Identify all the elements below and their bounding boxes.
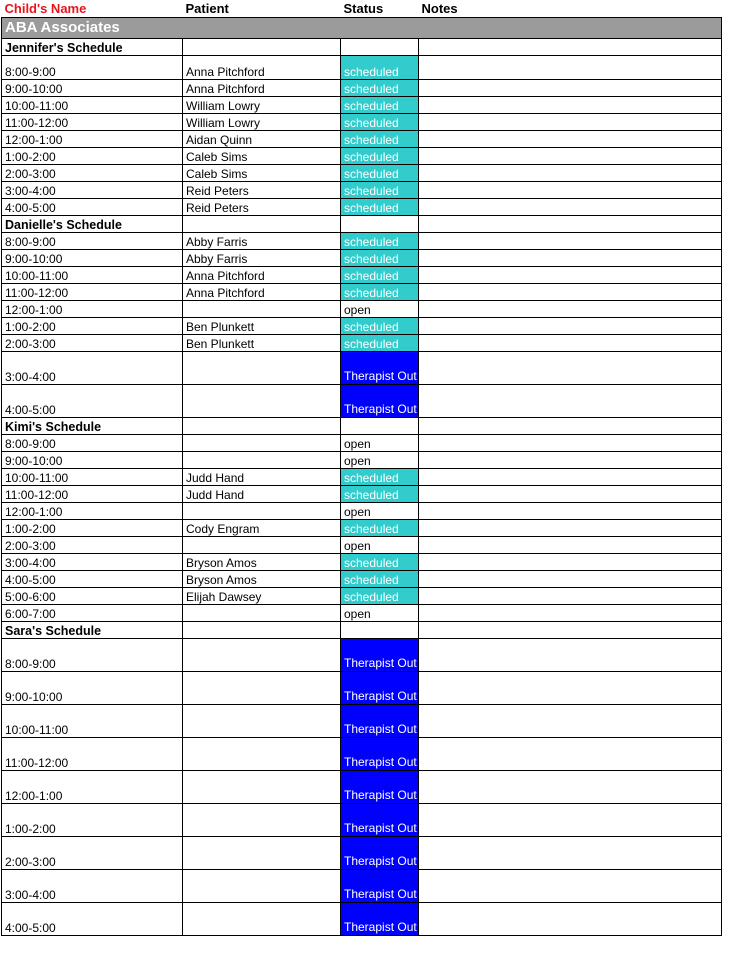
status-cell[interactable]: scheduled <box>341 182 419 199</box>
time-slot-cell[interactable]: 5:00-6:00 <box>2 588 183 605</box>
schedule-row <box>2 233 722 250</box>
status-cell[interactable]: scheduled <box>341 131 419 148</box>
time-slot-cell[interactable]: 10:00-11:00 <box>2 705 183 738</box>
schedule-row <box>2 452 722 469</box>
schedule-row <box>2 605 722 622</box>
section-header-row <box>2 216 722 233</box>
notes-cell[interactable] <box>419 903 722 936</box>
notes-cell[interactable] <box>419 56 722 80</box>
section-header-row <box>2 622 722 639</box>
patient-cell[interactable]: Bryson Amos <box>183 554 341 571</box>
status-cell[interactable]: scheduled <box>341 520 419 537</box>
section-header-row <box>2 418 722 435</box>
notes-cell[interactable] <box>419 284 722 301</box>
status-cell[interactable]: scheduled <box>341 199 419 216</box>
time-slot-cell[interactable]: 4:00-5:00 <box>2 385 183 418</box>
patient-cell[interactable]: William Lowry <box>183 114 341 131</box>
status-cell[interactable]: Therapist Out <box>341 672 419 705</box>
notes-cell[interactable] <box>419 114 722 131</box>
time-slot-cell[interactable]: 10:00-11:00 <box>2 469 183 486</box>
time-slot-cell[interactable]: 2:00-3:00 <box>2 165 183 182</box>
schedule-row <box>2 267 722 284</box>
notes-cell[interactable] <box>419 335 722 352</box>
time-slot-cell[interactable]: 12:00-1:00 <box>2 771 183 804</box>
spreadsheet <box>1 0 722 936</box>
notes-cell[interactable] <box>419 131 722 148</box>
time-slot-cell[interactable]: 9:00-10:00 <box>2 80 183 97</box>
notes-cell[interactable] <box>419 182 722 199</box>
notes-cell[interactable] <box>419 605 722 622</box>
time-slot-cell[interactable]: 8:00-9:00 <box>2 639 183 672</box>
status-cell[interactable]: scheduled <box>341 554 419 571</box>
time-slot-cell[interactable]: 4:00-5:00 <box>2 199 183 216</box>
status-cell[interactable]: scheduled <box>341 469 419 486</box>
notes-cell[interactable] <box>419 738 722 771</box>
patient-cell[interactable] <box>183 503 341 520</box>
status-cell[interactable]: scheduled <box>341 318 419 335</box>
status-cell[interactable]: scheduled <box>341 284 419 301</box>
time-slot-cell[interactable]: 6:00-7:00 <box>2 605 183 622</box>
schedule-row <box>2 199 722 216</box>
schedule-row <box>2 520 722 537</box>
section-notes-cell[interactable] <box>419 622 722 639</box>
notes-cell[interactable] <box>419 672 722 705</box>
status-cell[interactable]: scheduled <box>341 571 419 588</box>
time-slot-cell[interactable]: 12:00-1:00 <box>2 503 183 520</box>
time-slot-cell[interactable]: 11:00-12:00 <box>2 284 183 301</box>
time-slot-cell[interactable]: 9:00-10:00 <box>2 452 183 469</box>
status-cell[interactable]: open <box>341 301 419 318</box>
notes-cell[interactable] <box>419 435 722 452</box>
schedule-row <box>2 80 722 97</box>
section-notes-cell[interactable] <box>419 39 722 56</box>
patient-cell[interactable]: Anna Pitchford <box>183 284 341 301</box>
schedule-row <box>2 182 722 199</box>
patient-cell[interactable]: Anna Pitchford <box>183 56 341 80</box>
status-cell[interactable]: scheduled <box>341 148 419 165</box>
schedule-row <box>2 318 722 335</box>
schedule-row <box>2 114 722 131</box>
time-slot-cell[interactable]: 2:00-3:00 <box>2 837 183 870</box>
notes-cell[interactable] <box>419 233 722 250</box>
schedule-row <box>2 837 722 870</box>
section-patient-cell[interactable] <box>183 622 341 639</box>
time-slot-cell[interactable]: 8:00-9:00 <box>2 56 183 80</box>
notes-cell[interactable] <box>419 352 722 385</box>
time-slot-cell[interactable]: 11:00-12:00 <box>2 486 183 503</box>
notes-cell[interactable] <box>419 870 722 903</box>
section-title[interactable]: Jennifer's Schedule <box>2 39 183 56</box>
company-banner[interactable]: ABA Associates <box>2 18 722 39</box>
schedule-row <box>2 131 722 148</box>
time-slot-cell[interactable]: 3:00-4:00 <box>2 554 183 571</box>
status-cell[interactable]: open <box>341 503 419 520</box>
schedule-table <box>1 0 722 936</box>
notes-cell[interactable] <box>419 705 722 738</box>
section-patient-cell[interactable] <box>183 418 341 435</box>
time-slot-cell[interactable]: 11:00-12:00 <box>2 114 183 131</box>
time-slot-cell[interactable]: 4:00-5:00 <box>2 903 183 936</box>
status-cell[interactable]: Therapist Out <box>341 738 419 771</box>
notes-cell[interactable] <box>419 385 722 418</box>
section-patient-cell[interactable] <box>183 39 341 56</box>
status-cell[interactable]: scheduled <box>341 335 419 352</box>
schedule-row <box>2 385 722 418</box>
schedule-row <box>2 639 722 672</box>
schedule-row <box>2 804 722 837</box>
time-slot-cell[interactable]: 10:00-11:00 <box>2 267 183 284</box>
patient-cell[interactable]: Cody Engram <box>183 520 341 537</box>
header-notes[interactable]: Notes <box>421 0 458 16</box>
status-cell[interactable]: open <box>341 605 419 622</box>
status-cell[interactable]: Therapist Out <box>341 352 419 385</box>
section-status-cell[interactable] <box>341 39 419 56</box>
notes-cell[interactable] <box>419 554 722 571</box>
time-slot-cell[interactable]: 4:00-5:00 <box>2 571 183 588</box>
time-slot-cell[interactable]: 3:00-4:00 <box>2 352 183 385</box>
time-slot-cell[interactable]: 8:00-9:00 <box>2 435 183 452</box>
status-cell[interactable]: scheduled <box>341 165 419 182</box>
status-cell[interactable]: scheduled <box>341 250 419 267</box>
schedule-row <box>2 148 722 165</box>
notes-cell[interactable] <box>419 97 722 114</box>
patient-cell[interactable]: Reid Peters <box>183 199 341 216</box>
schedule-row <box>2 469 722 486</box>
patient-cell[interactable] <box>183 837 341 870</box>
patient-cell[interactable]: Reid Peters <box>183 182 341 199</box>
patient-cell[interactable]: Caleb Sims <box>183 148 341 165</box>
schedule-row <box>2 435 722 452</box>
notes-cell[interactable] <box>419 165 722 182</box>
status-cell[interactable]: scheduled <box>341 114 419 131</box>
schedule-row <box>2 284 722 301</box>
column-header-row <box>2 0 722 18</box>
section-patient-cell[interactable] <box>183 216 341 233</box>
time-slot-cell[interactable]: 8:00-9:00 <box>2 233 183 250</box>
status-cell[interactable]: Therapist Out <box>341 837 419 870</box>
notes-cell[interactable] <box>419 318 722 335</box>
patient-cell[interactable] <box>183 352 341 385</box>
notes-cell[interactable] <box>419 520 722 537</box>
section-header-row <box>2 39 722 56</box>
schedule-row <box>2 97 722 114</box>
status-cell[interactable]: Therapist Out <box>341 804 419 837</box>
notes-cell[interactable] <box>419 571 722 588</box>
section-title[interactable]: Danielle's Schedule <box>2 216 183 233</box>
notes-cell[interactable] <box>419 301 722 318</box>
status-cell[interactable]: scheduled <box>341 233 419 250</box>
schedule-row <box>2 903 722 936</box>
patient-cell[interactable]: Judd Hand <box>183 469 341 486</box>
status-cell[interactable]: Therapist Out <box>341 903 419 936</box>
section-status-cell[interactable] <box>341 216 419 233</box>
notes-cell[interactable] <box>419 804 722 837</box>
notes-cell[interactable] <box>419 250 722 267</box>
time-slot-cell[interactable]: 12:00-1:00 <box>2 301 183 318</box>
status-cell[interactable]: scheduled <box>341 267 419 284</box>
patient-cell[interactable] <box>183 301 341 318</box>
time-slot-cell[interactable]: 9:00-10:00 <box>2 250 183 267</box>
patient-cell[interactable]: William Lowry <box>183 97 341 114</box>
patient-cell[interactable] <box>183 452 341 469</box>
patient-cell[interactable] <box>183 804 341 837</box>
patient-cell[interactable] <box>183 705 341 738</box>
patient-cell[interactable]: Caleb Sims <box>183 165 341 182</box>
time-slot-cell[interactable]: 9:00-10:00 <box>2 672 183 705</box>
patient-cell[interactable]: Anna Pitchford <box>183 80 341 97</box>
status-cell[interactable]: scheduled <box>341 56 419 80</box>
patient-cell[interactable] <box>183 903 341 936</box>
status-cell[interactable]: Therapist Out <box>341 870 419 903</box>
status-cell[interactable]: open <box>341 452 419 469</box>
schedule-row <box>2 165 722 182</box>
time-slot-cell[interactable]: 1:00-2:00 <box>2 520 183 537</box>
section-notes-cell[interactable] <box>419 418 722 435</box>
notes-cell[interactable] <box>419 199 722 216</box>
notes-cell[interactable] <box>419 837 722 870</box>
patient-cell[interactable] <box>183 672 341 705</box>
schedule-row <box>2 554 722 571</box>
status-cell[interactable]: Therapist Out <box>341 639 419 672</box>
patient-cell[interactable] <box>183 771 341 804</box>
section-title[interactable]: Kimi's Schedule <box>2 418 183 435</box>
status-cell[interactable]: open <box>341 435 419 452</box>
patient-cell[interactable]: Ben Plunkett <box>183 335 341 352</box>
schedule-row <box>2 537 722 554</box>
patient-cell[interactable]: Judd Hand <box>183 486 341 503</box>
patient-cell[interactable]: Bryson Amos <box>183 571 341 588</box>
notes-cell[interactable] <box>419 537 722 554</box>
schedule-row <box>2 771 722 804</box>
time-slot-cell[interactable]: 10:00-11:00 <box>2 97 183 114</box>
time-slot-cell[interactable]: 11:00-12:00 <box>2 738 183 771</box>
notes-cell[interactable] <box>419 486 722 503</box>
header-childs-name[interactable]: Child's Name <box>4 0 87 16</box>
schedule-row <box>2 738 722 771</box>
notes-cell[interactable] <box>419 639 722 672</box>
notes-cell[interactable] <box>419 588 722 605</box>
schedule-row <box>2 301 722 318</box>
patient-cell[interactable] <box>183 385 341 418</box>
notes-cell[interactable] <box>419 80 722 97</box>
patient-cell[interactable] <box>183 870 341 903</box>
schedule-row <box>2 486 722 503</box>
schedule-row <box>2 352 722 385</box>
banner-row <box>2 18 722 39</box>
schedule-row <box>2 571 722 588</box>
patient-cell[interactable] <box>183 639 341 672</box>
time-slot-cell[interactable]: 3:00-4:00 <box>2 182 183 199</box>
status-cell[interactable]: scheduled <box>341 80 419 97</box>
notes-cell[interactable] <box>419 469 722 486</box>
time-slot-cell[interactable]: 3:00-4:00 <box>2 870 183 903</box>
schedule-row <box>2 588 722 605</box>
section-status-cell[interactable] <box>341 622 419 639</box>
status-cell[interactable]: Therapist Out <box>341 771 419 804</box>
patient-cell[interactable]: Abby Farris <box>183 250 341 267</box>
patient-cell[interactable]: Elijah Dawsey <box>183 588 341 605</box>
time-slot-cell[interactable]: 1:00-2:00 <box>2 804 183 837</box>
section-title[interactable]: Sara's Schedule <box>2 622 183 639</box>
time-slot-cell[interactable]: 2:00-3:00 <box>2 335 183 352</box>
schedule-row <box>2 705 722 738</box>
patient-cell[interactable] <box>183 435 341 452</box>
notes-cell[interactable] <box>419 148 722 165</box>
patient-cell[interactable]: Ben Plunkett <box>183 318 341 335</box>
status-cell[interactable]: Therapist Out <box>341 385 419 418</box>
section-status-cell[interactable] <box>341 418 419 435</box>
schedule-row <box>2 250 722 267</box>
patient-cell[interactable] <box>183 738 341 771</box>
header-status[interactable]: Status <box>343 0 384 16</box>
schedule-row <box>2 870 722 903</box>
patient-cell[interactable] <box>183 537 341 554</box>
patient-cell[interactable] <box>183 605 341 622</box>
status-cell[interactable]: open <box>341 537 419 554</box>
time-slot-cell[interactable]: 2:00-3:00 <box>2 537 183 554</box>
status-cell[interactable]: scheduled <box>341 588 419 605</box>
schedule-row <box>2 335 722 352</box>
schedule-row <box>2 503 722 520</box>
notes-cell[interactable] <box>419 503 722 520</box>
section-notes-cell[interactable] <box>419 216 722 233</box>
time-slot-cell[interactable]: 1:00-2:00 <box>2 148 183 165</box>
notes-cell[interactable] <box>419 771 722 804</box>
patient-cell[interactable]: Aidan Quinn <box>183 131 341 148</box>
status-cell[interactable]: scheduled <box>341 97 419 114</box>
schedule-row <box>2 56 722 80</box>
header-patient[interactable]: Patient <box>185 0 229 16</box>
time-slot-cell[interactable]: 1:00-2:00 <box>2 318 183 335</box>
status-cell[interactable]: scheduled <box>341 486 419 503</box>
notes-cell[interactable] <box>419 452 722 469</box>
status-cell[interactable]: Therapist Out <box>341 705 419 738</box>
patient-cell[interactable]: Abby Farris <box>183 233 341 250</box>
patient-cell[interactable]: Anna Pitchford <box>183 267 341 284</box>
schedule-row <box>2 672 722 705</box>
notes-cell[interactable] <box>419 267 722 284</box>
time-slot-cell[interactable]: 12:00-1:00 <box>2 131 183 148</box>
